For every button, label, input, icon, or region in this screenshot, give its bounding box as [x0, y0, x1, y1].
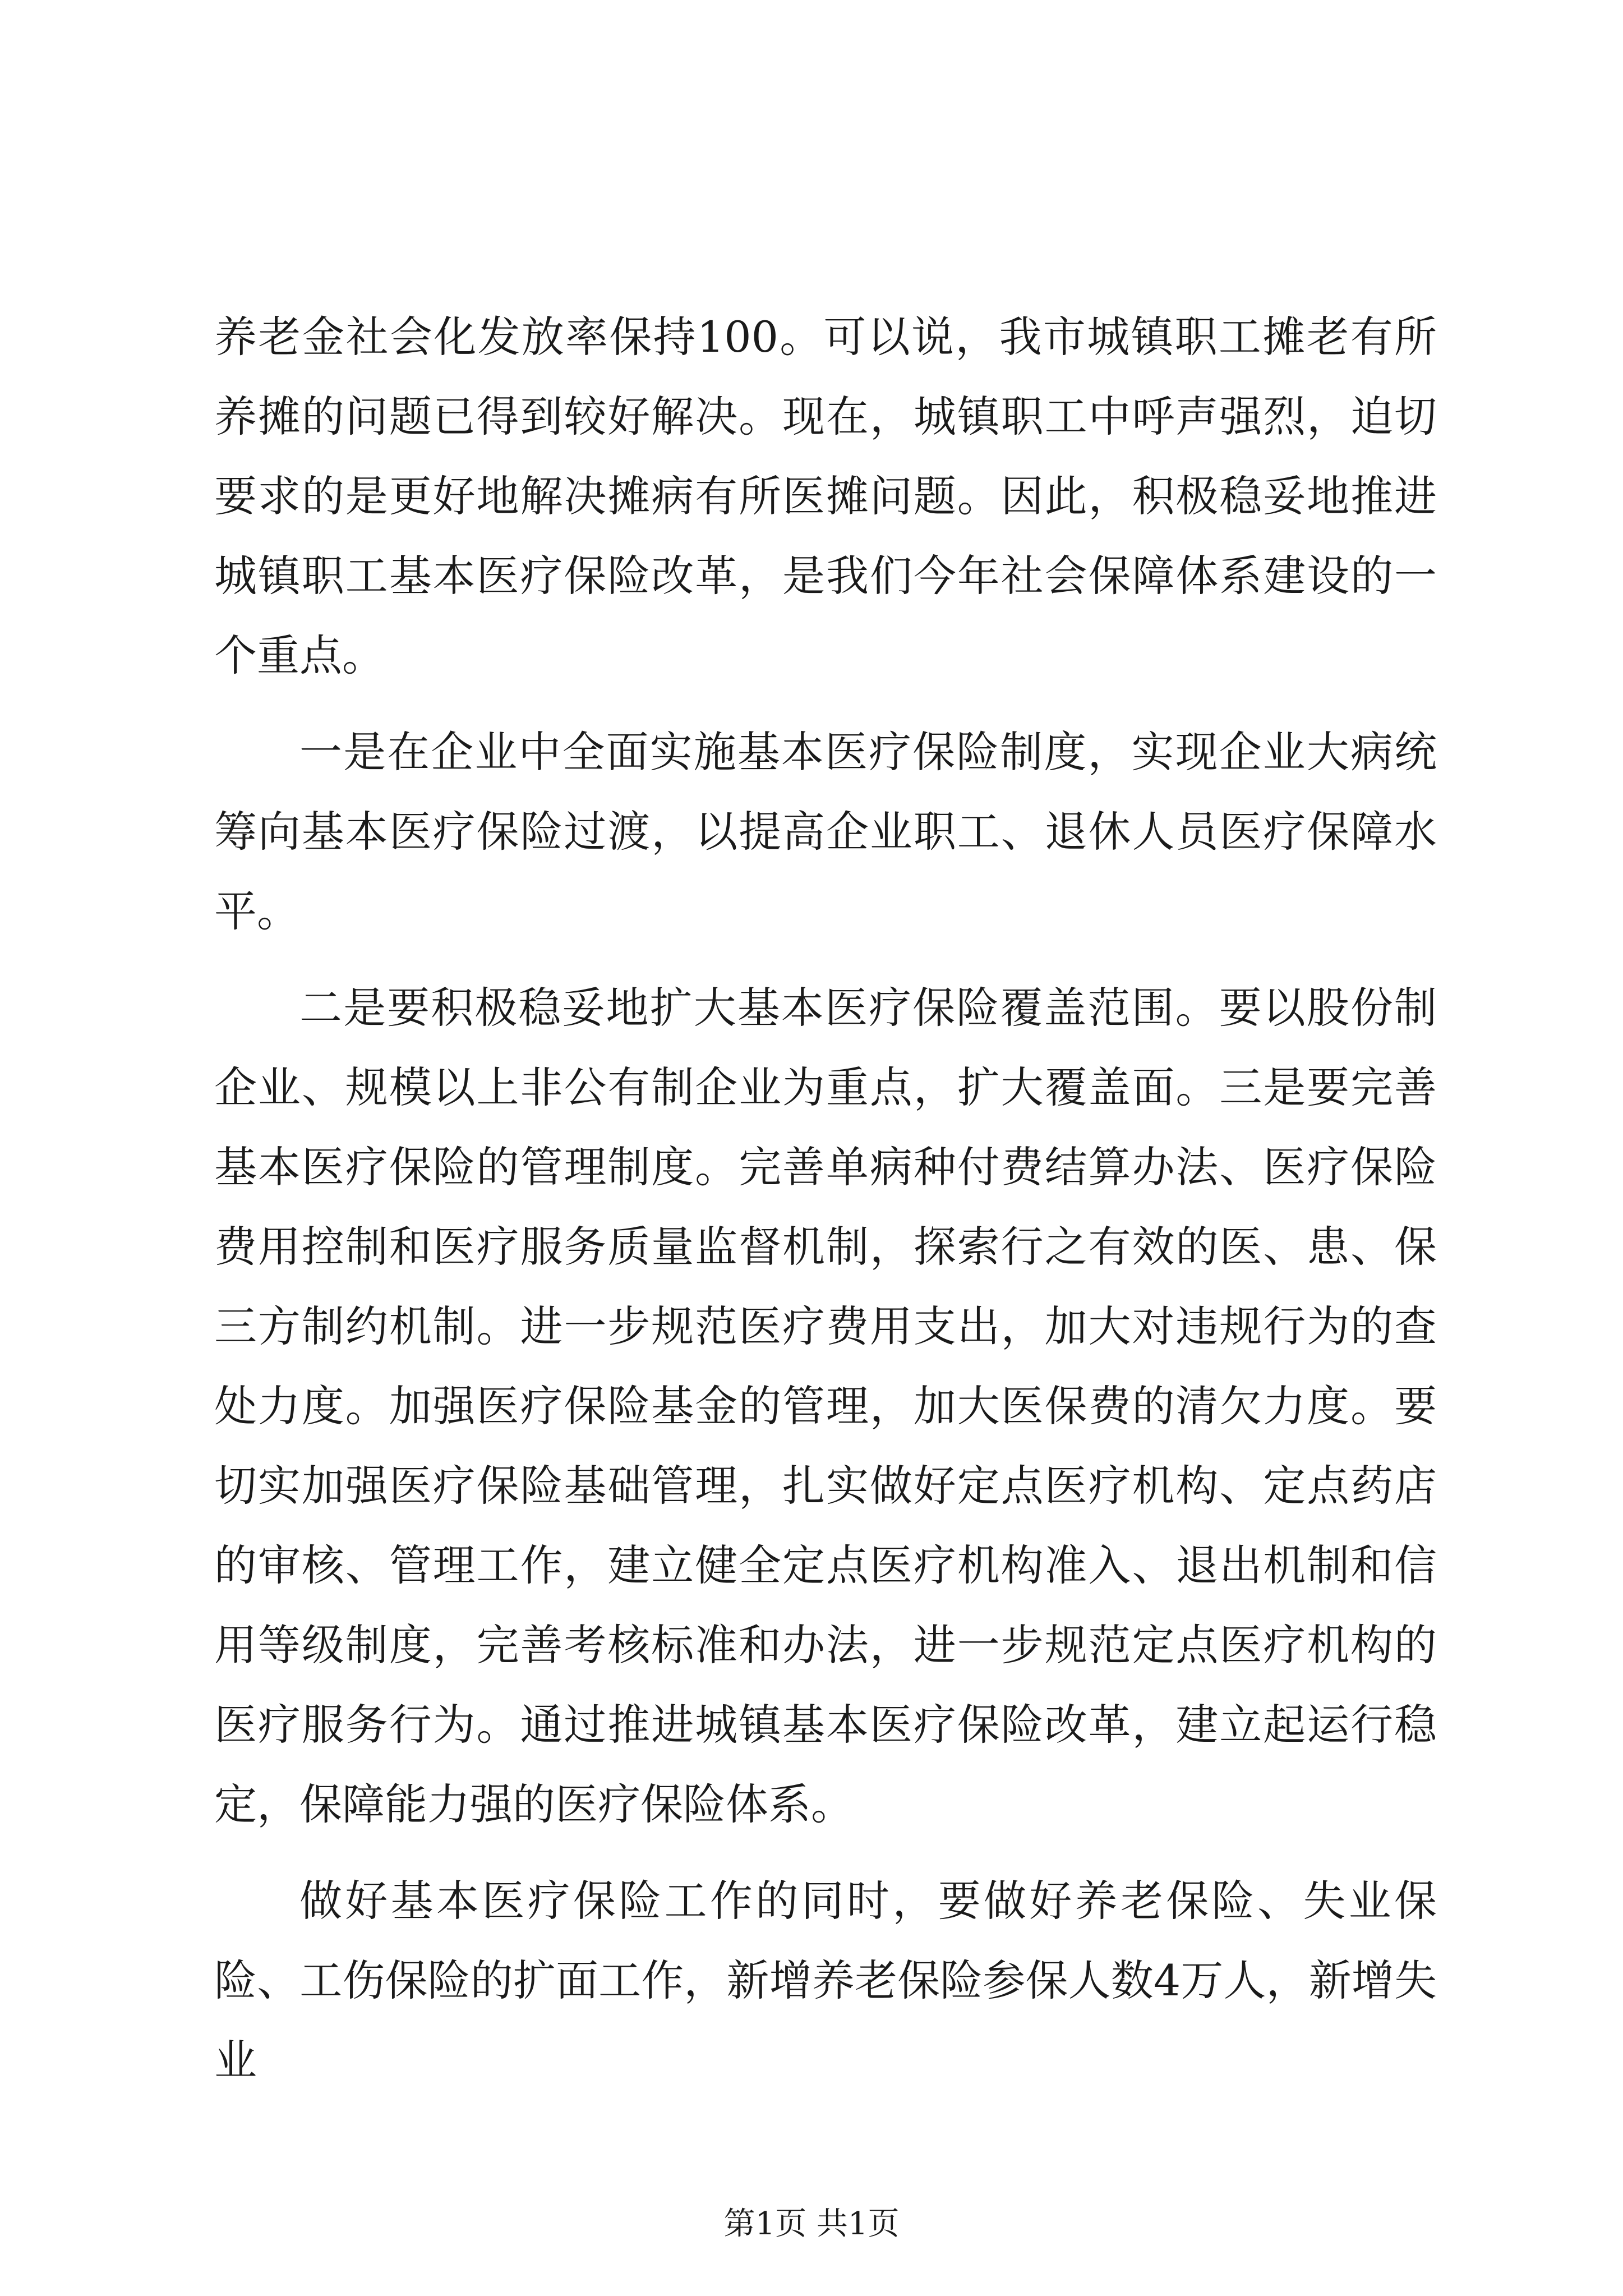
paragraph-point-two: 二是要积极稳妥地扩大基本医疗保险覆盖范围。要以股份制企业、规模以上非公有制企业为重点，扩大覆盖面。三是要完善基本医疗保险的管理制度。完善单病种付费结算办法、医疗保险费用控制和医疗服务质量监督机制，探索行之有效的医、患、保三方制约机制。进一步规范医疗费用支出，加大对违规行为的查处力度。加强医疗保险基金的管理，加大医保费的清欠力度。要切实加强医疗保险基础管理，扎实做好定点医疗机构、定点药店的审核、管理工作，建立健全定点医疗机构准入、退出机制和信用等级制度，完善考核标准和办法，进一步规范定点医疗机构的医疗服务行为。通过推进城镇基本医疗保险改革，建立起运行稳定，保障能力强的医疗保险体系。 — [214, 983, 1437, 1829]
paragraph-point-one: 一是在企业中全面实施基本医疗保险制度，实现企业大病统筹向基本医疗保险过渡，以提高企业职工、退休人员医疗保障水平。 — [214, 727, 1437, 936]
paragraph-expansion: 做好基本医疗保险工作的同时，要做好养老保险、失业保险、工伤保险的扩面工作，新增养老保险参保人数4万人，新增失业 — [214, 1876, 1437, 2085]
document-body — [214, 297, 1437, 2100]
paragraph-continuation: 养老金社会化发放率保持100。可以说，我市城镇职工摊老有所养摊的问题已得到较好解决。现在，城镇职工中呼声强烈，迫切要求的是更好地解决摊病有所医摊问题。因此，积极稳妥地推进城镇职工基本医疗保险改革，是我们今年社会保障体系建设的一个重点。 — [214, 312, 1437, 680]
page-footer: 第1页 共1页 — [723, 2206, 900, 2242]
